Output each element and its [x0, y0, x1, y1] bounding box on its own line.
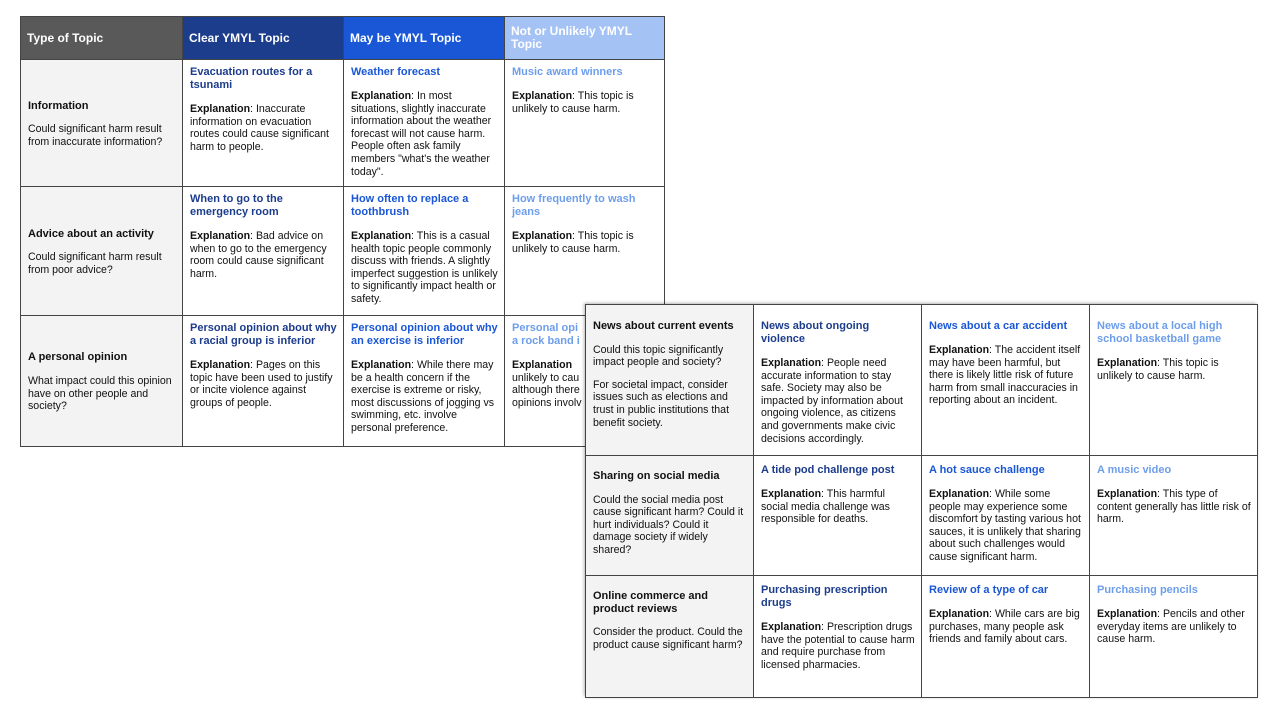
- topic-type-title: Online commerce and product reviews: [593, 590, 708, 615]
- table-row: [586, 456, 1258, 576]
- topic-type-title: News about current events: [593, 320, 734, 332]
- clear-example-cell: [754, 456, 922, 576]
- example-explanation: Explanation: In most situations, slightly inaccurate information about the weather forecast will not cause harm. People often ask family members "what's the weather today".: [351, 90, 492, 178]
- maybe-example-cell: [922, 456, 1090, 576]
- maybe-example-cell: [922, 576, 1090, 698]
- example-explanation: Explanation: This topic is unlikely to cause harm.: [512, 230, 634, 255]
- example-title: When to go to the emergency room: [190, 193, 283, 218]
- example-explanation: Explanation: This topic is unlikely to cause harm.: [1097, 357, 1219, 382]
- header-not-ymyl: Not or Unlikely YMYL Topic: [505, 17, 665, 60]
- header-clear-ymyl: Clear YMYL Topic: [183, 17, 344, 60]
- example-title: News about ongoing violence: [761, 320, 870, 345]
- example-explanation: Explanation: This is a casual health topic people commonly discuss with friends. A slightly imperfect suggestion is unlikely to significantly impact health or safety.: [351, 230, 498, 305]
- example-title: A hot sauce challenge: [929, 464, 1045, 476]
- table-row: [586, 576, 1258, 698]
- example-explanation: Explanation: While some people may experience some discomfort by tasting various hot sauces, it is unlikely that sharing about such challenges would cause significant harm.: [929, 488, 1081, 563]
- clear-example-cell: [754, 305, 922, 456]
- example-explanation: Explanation: Prescription drugs have the potential to cause harm and require purchase from licensed pharmacies.: [761, 621, 915, 671]
- topic-type-question: Could significant harm result from inaccurate information?: [28, 123, 163, 148]
- ymyl-table-top: [20, 16, 664, 446]
- example-title: Personal opinion about why an exercise is inferior: [351, 322, 498, 347]
- topic-type-question: What impact could this opinion have on other people and society?: [28, 374, 172, 413]
- topic-type-cell: [21, 60, 183, 187]
- topic-type-cell: [21, 187, 183, 316]
- topic-type-title: Sharing on social media: [593, 470, 720, 482]
- maybe-example-cell: [344, 187, 505, 316]
- example-title: News about a car accident: [929, 320, 1068, 332]
- topic-table-b: [585, 304, 1258, 698]
- maybe-example-cell: [344, 60, 505, 187]
- example-title: Personal opinion about why a racial group is inferior: [190, 322, 337, 347]
- ymyl-table-bottom: [585, 304, 1257, 697]
- example-title: A music video: [1097, 464, 1172, 476]
- table-row: [21, 316, 665, 447]
- example-explanation: Explanation: Bad advice on when to go to the emergency room could cause significant harm.: [190, 230, 327, 280]
- not-example-cell: [1090, 305, 1258, 456]
- topic-table-a: [20, 16, 665, 447]
- topic-type-cell: [586, 576, 754, 698]
- clear-example-cell: [754, 576, 922, 698]
- topic-type-title: Advice about an activity: [28, 227, 154, 240]
- example-title: Purchasing pencils: [1097, 584, 1198, 596]
- example-explanation: Explanation: This topic is unlikely to cause harm.: [512, 90, 634, 115]
- example-explanation: Explanation: Inaccurate information on evacuation routes could cause significant harm to people.: [190, 103, 329, 153]
- example-title: How frequently to wash jeans: [512, 193, 636, 218]
- not-example-cell: [1090, 456, 1258, 576]
- table-row: [586, 305, 1258, 456]
- topic-type-question: Consider the product. Could the product cause significant harm?: [593, 626, 743, 651]
- example-explanation: Explanation: Pages on this topic have been used to justify or incite violence against groups of people.: [190, 359, 333, 409]
- topic-type-title: Information: [28, 99, 89, 112]
- example-title: Music award winners: [512, 66, 623, 78]
- topic-type-note: For societal impact, consider issues such as elections and trust in public institutions that benefit society.: [593, 378, 730, 429]
- clear-example-cell: [183, 60, 344, 187]
- example-title: News about a local high school basketball game: [1097, 320, 1223, 345]
- topic-type-question: Could the social media post cause significant harm? Could it hurt individuals? Could it damage society if widely shared?: [593, 493, 744, 556]
- not-example-cell: [505, 60, 665, 187]
- example-title: Evacuation routes for a tsunami: [190, 66, 313, 91]
- table-header-row: [21, 17, 665, 60]
- example-explanation: Explanation unlikely to cau although there opinions involv: [512, 359, 582, 409]
- example-explanation: Explanation: People need accurate information to stay safe. Society may also be impacted by information about ongoing violence, as citizens and governments make civic decisions accordingly.: [761, 357, 903, 445]
- example-title: Personal opi a rock band i: [512, 322, 580, 347]
- clear-example-cell: [183, 316, 344, 447]
- maybe-example-cell: [344, 316, 505, 447]
- example-explanation: Explanation: The accident itself may have been harmful, but there is likely little risk of future harm from small inaccuracies in reporting about an incident.: [929, 344, 1081, 407]
- topic-type-title: A personal opinion: [28, 351, 128, 364]
- topic-type-question: Could this topic significantly impact people and society?: [593, 343, 724, 369]
- maybe-example-cell: [922, 305, 1090, 456]
- example-title: How often to replace a toothbrush: [351, 193, 469, 218]
- example-title: Purchasing prescription drugs: [761, 584, 888, 609]
- topic-type-cell: [21, 316, 183, 447]
- example-explanation: Explanation: Pencils and other everyday items are unlikely to cause harm.: [1097, 608, 1245, 646]
- header-maybe-ymyl: May be YMYL Topic: [344, 17, 505, 60]
- example-explanation: Explanation: This type of content generally has little risk of harm.: [1097, 488, 1251, 526]
- example-explanation: Explanation: While cars are big purchases, many people ask friends and family about cars.: [929, 608, 1080, 646]
- not-example-cell: [1090, 576, 1258, 698]
- example-title: Weather forecast: [351, 66, 441, 78]
- clear-example-cell: [183, 187, 344, 316]
- topic-type-question: Could significant harm result from poor advice?: [28, 251, 162, 276]
- table-row: [21, 60, 665, 187]
- example-explanation: Explanation: While there may be a health concern if the exercise is extreme or risky, most discussions of jogging vs swimming, etc. involve personal preference.: [351, 359, 495, 434]
- topic-type-cell: [586, 456, 754, 576]
- example-title: Review of a type of car: [929, 584, 1049, 596]
- table-row: [21, 187, 665, 316]
- not-example-cell: [505, 187, 665, 316]
- example-explanation: Explanation: This harmful social media challenge was responsible for deaths.: [761, 488, 890, 526]
- example-title: A tide pod challenge post: [761, 464, 895, 476]
- header-type-of-topic: Type of Topic: [21, 17, 183, 60]
- topic-type-cell: [586, 305, 754, 456]
